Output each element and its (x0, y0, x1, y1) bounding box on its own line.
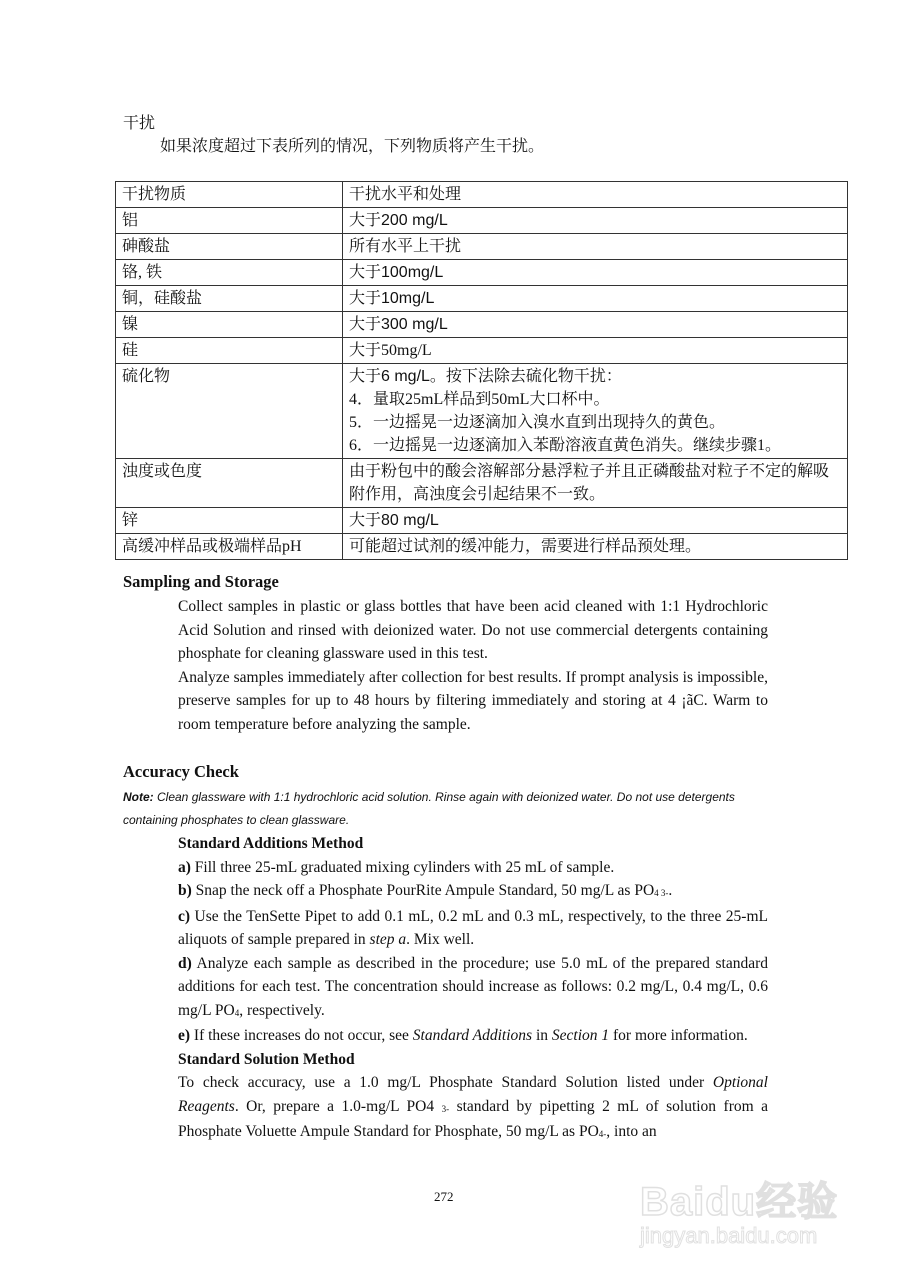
table-row (116, 534, 848, 560)
text: standard by pipetting 2 mL of solution from a Phosphate Voluette Ampule Standard for Phosphate, 50 mg/L as PO (178, 1097, 769, 1140)
substance-cell: 铜，硅酸盐 (116, 286, 343, 312)
interference-intro: 如果浓度超过下表所列的情况，下列物质将产生干扰。 (160, 138, 545, 155)
subscript: 3- (441, 1103, 450, 1114)
baidu-watermark (640, 1170, 890, 1270)
sampling-paragraph: Collect samples in plastic or glass bottles that have been acid cleaned with 1:1 Hydrochloric Acid Solution and rinsed with deionized water. Do not use commercial detergents containing phosphate for cleaning glassware used in this test. (178, 598, 768, 662)
subscript: 4- (598, 1129, 607, 1139)
substance-cell: 镍 (116, 312, 343, 338)
substance-cell: 铝 (116, 208, 343, 234)
level-line: 6．一边摇晃一边逐滴加入苯酚溶液直黄色消失。继续步骤1。 (349, 437, 782, 454)
accuracy-title: Accuracy Check (123, 762, 239, 781)
level-cell: 大于10mg/L (343, 286, 848, 312)
standard-additions-title: Standard Additions Method (178, 835, 364, 852)
table-header-cell: 干扰水平和处理 (343, 182, 848, 208)
table-row (116, 459, 848, 508)
table-header-row (116, 182, 848, 208)
step-label: a) (178, 858, 191, 876)
table-row (116, 208, 848, 234)
table-row (116, 286, 848, 312)
step-text: Use the TenSette Pipet to add 0.1 mL, 0.2 mL and 0.3 mL, respectively, to the three 25-mL aliquots of sample prepared in (178, 907, 768, 948)
step-label: d) (178, 954, 192, 972)
step-text: in (532, 1027, 552, 1044)
text: . Or, prepare a 1.0-mg/L PO4 (234, 1097, 442, 1115)
level-line: 大于6 mg/L。按下法除去硫化物干扰： (349, 368, 622, 385)
table-row (116, 260, 848, 286)
table-row (116, 364, 848, 459)
step-reference: step a (369, 931, 407, 948)
step-d (178, 952, 768, 1025)
step-e (178, 1024, 768, 1048)
substance-cell: 高缓冲样品或极端样品pH (116, 534, 343, 560)
step-c (178, 905, 768, 952)
section-reference: Standard Additions (412, 1027, 533, 1044)
accuracy-note (123, 786, 783, 832)
step-text: for more information. (609, 1027, 748, 1044)
step-text: If these increases do not occur, see (190, 1027, 413, 1044)
step-text: Fill three 25-mL graduated mixing cylinders with 25 mL of sample. (190, 858, 615, 876)
step-text: , respectively. (239, 1001, 325, 1019)
note-label: Note: (123, 790, 154, 804)
substance-cell: 硫化物 (116, 364, 343, 459)
substance-cell: 浊度或色度 (116, 459, 343, 508)
level-line: 4．量取25mL样品到50mL大口杯中。 (349, 391, 610, 408)
substance-cell: 砷酸盐 (116, 234, 343, 260)
sampling-paragraph: Analyze samples immediately after collection for best results. If prompt analysis is impossible, preserve samples for up to 48 hours by filtering immediately and storing at 4 ¡ãC. Warm to room temperature before analyzing the sample. (178, 668, 768, 733)
standard-solution-paragraph (178, 1071, 768, 1146)
step-text: . (668, 882, 673, 899)
level-cell: 大于200 mg/L (343, 208, 848, 234)
standard-solution-title: Standard Solution Method (178, 1050, 355, 1068)
level-line: 5．一边摇晃一边逐滴加入溴水直到出现持久的黄色。 (349, 414, 726, 431)
step-label: b) (178, 882, 192, 899)
table-row (116, 234, 848, 260)
step-b (178, 879, 768, 905)
substance-cell: 硅 (116, 338, 343, 364)
table-header-cell: 干扰物质 (116, 182, 343, 208)
level-cell (343, 364, 848, 459)
watermark-url: jingyan.baidu.com (640, 1223, 818, 1248)
sampling-body (178, 595, 768, 736)
table-row (116, 312, 848, 338)
subscript: 4 3- (654, 888, 669, 898)
level-cell: 大于50mg/L (343, 338, 848, 364)
level-cell: 大于100mg/L (343, 260, 848, 286)
level-cell: 所有水平上干扰 (343, 234, 848, 260)
note-text: Clean glassware with 1:1 hydrochloric acid solution. Rinse again with deionized water. Do not use detergents containing phosphates to clean glassware. (123, 790, 735, 827)
table-row (116, 508, 848, 534)
level-cell: 大于80 mg/L (343, 508, 848, 534)
step-label: e) (178, 1027, 191, 1044)
level-cell: 可能超过试剂的缓冲能力，需要进行样品预处理。 (343, 534, 848, 560)
substance-cell: 铬, 铁 (116, 260, 343, 286)
sampling-title: Sampling and Storage (123, 572, 279, 591)
substance-cell: 锌 (116, 508, 343, 534)
step-label: c) (178, 907, 191, 925)
level-cell: 大于300 mg/L (343, 312, 848, 338)
reagent-reference: Optional Reagents (178, 1074, 768, 1115)
table-row (116, 338, 848, 364)
text: To check accuracy, use a 1.0 mg/L Phosphate Standard Solution listed under (178, 1074, 713, 1091)
standard-additions-section (178, 832, 768, 1146)
step-text: . Mix well. (406, 931, 475, 948)
section-reference: Section 1 (551, 1027, 610, 1044)
text: , into an (606, 1123, 657, 1140)
interference-heading: 干扰 (123, 115, 156, 132)
interference-table (115, 181, 848, 560)
watermark-logo: Baidu经验 (640, 1180, 839, 1224)
level-cell: 由于粉包中的酸会溶解部分悬浮粒子并且正磷酸盐对粒子不定的解吸附作用，高浊度会引起结果不一致。 (343, 459, 848, 508)
step-a (178, 856, 768, 880)
page-number: 272 (434, 1189, 454, 1204)
subscript: 4 (234, 1007, 240, 1018)
step-text: Analyze each sample as described in the procedure; use 5.0 mL of the prepared standard additions for each test. The concentration should increase as follows: 0.2 mg/L, 0.4 mg/L, 0.6 mg/L PO (178, 954, 768, 1019)
step-text: Snap the neck off a Phosphate PourRite Ampule Standard, 50 mg/L as PO (191, 882, 655, 899)
